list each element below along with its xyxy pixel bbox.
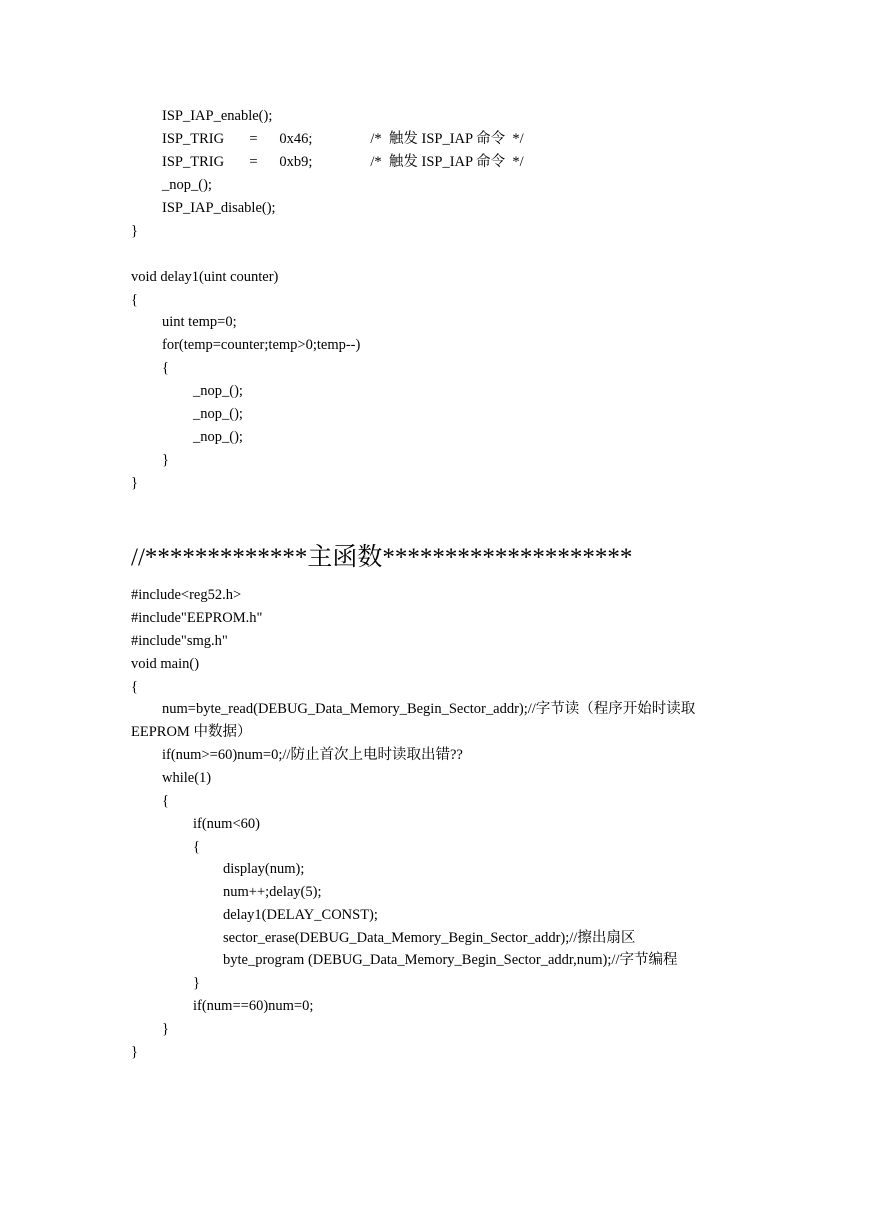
- code-line: sector_erase(DEBUG_Data_Memory_Begin_Sector_addr);//擦出扇区: [223, 930, 636, 946]
- section-heading: //*************主函数********************: [131, 544, 633, 571]
- code-line: {: [131, 292, 138, 308]
- code-line: ISP_TRIG = 0x46; /* 触发 ISP_IAP 命令 */: [162, 131, 524, 147]
- code-line: }: [131, 1044, 138, 1060]
- code-line: byte_program (DEBUG_Data_Memory_Begin_Sector_addr,num);//字节编程: [223, 952, 678, 968]
- code-line: void delay1(uint counter): [131, 269, 279, 285]
- code-line: }: [131, 475, 138, 491]
- code-line: {: [131, 679, 138, 695]
- code-line: while(1): [162, 770, 212, 786]
- code-line: {: [162, 793, 169, 809]
- code-line: ISP_IAP_disable();: [162, 200, 276, 216]
- code-line: #include"smg.h": [131, 633, 228, 649]
- code-line: if(num<60): [193, 816, 260, 832]
- code-line: }: [162, 452, 169, 468]
- code-line: for(temp=counter;temp>0;temp--): [162, 337, 361, 353]
- code-line: ISP_TRIG = 0xb9; /* 触发 ISP_IAP 命令 */: [162, 154, 524, 170]
- code-line: ISP_IAP_enable();: [162, 108, 273, 124]
- code-line: #include<reg52.h>: [131, 587, 242, 603]
- code-line: EEPROM 中数据）: [131, 724, 252, 740]
- code-line: uint temp=0;: [162, 314, 237, 330]
- code-line: _nop_();: [193, 429, 243, 445]
- code-line: display(num);: [223, 861, 305, 877]
- code-line: #include"EEPROM.h": [131, 610, 263, 626]
- code-line: void main(): [131, 656, 200, 672]
- code-line: if(num>=60)num=0;//防止首次上电时读取出错??: [162, 747, 463, 763]
- code-line: if(num==60)num=0;: [193, 998, 314, 1014]
- code-line: {: [193, 839, 200, 855]
- code-line: num++;delay(5);: [223, 884, 322, 900]
- code-line: _nop_();: [193, 406, 243, 422]
- code-line: _nop_();: [162, 177, 212, 193]
- code-line: }: [193, 975, 200, 991]
- code-line: }: [131, 223, 138, 239]
- code-line: }: [162, 1021, 169, 1037]
- code-line: {: [162, 360, 169, 376]
- code-line: _nop_();: [193, 383, 243, 399]
- code-line: num=byte_read(DEBUG_Data_Memory_Begin_Sector_addr);//字节读（程序开始时读取: [162, 701, 696, 717]
- code-line: delay1(DELAY_CONST);: [223, 907, 378, 923]
